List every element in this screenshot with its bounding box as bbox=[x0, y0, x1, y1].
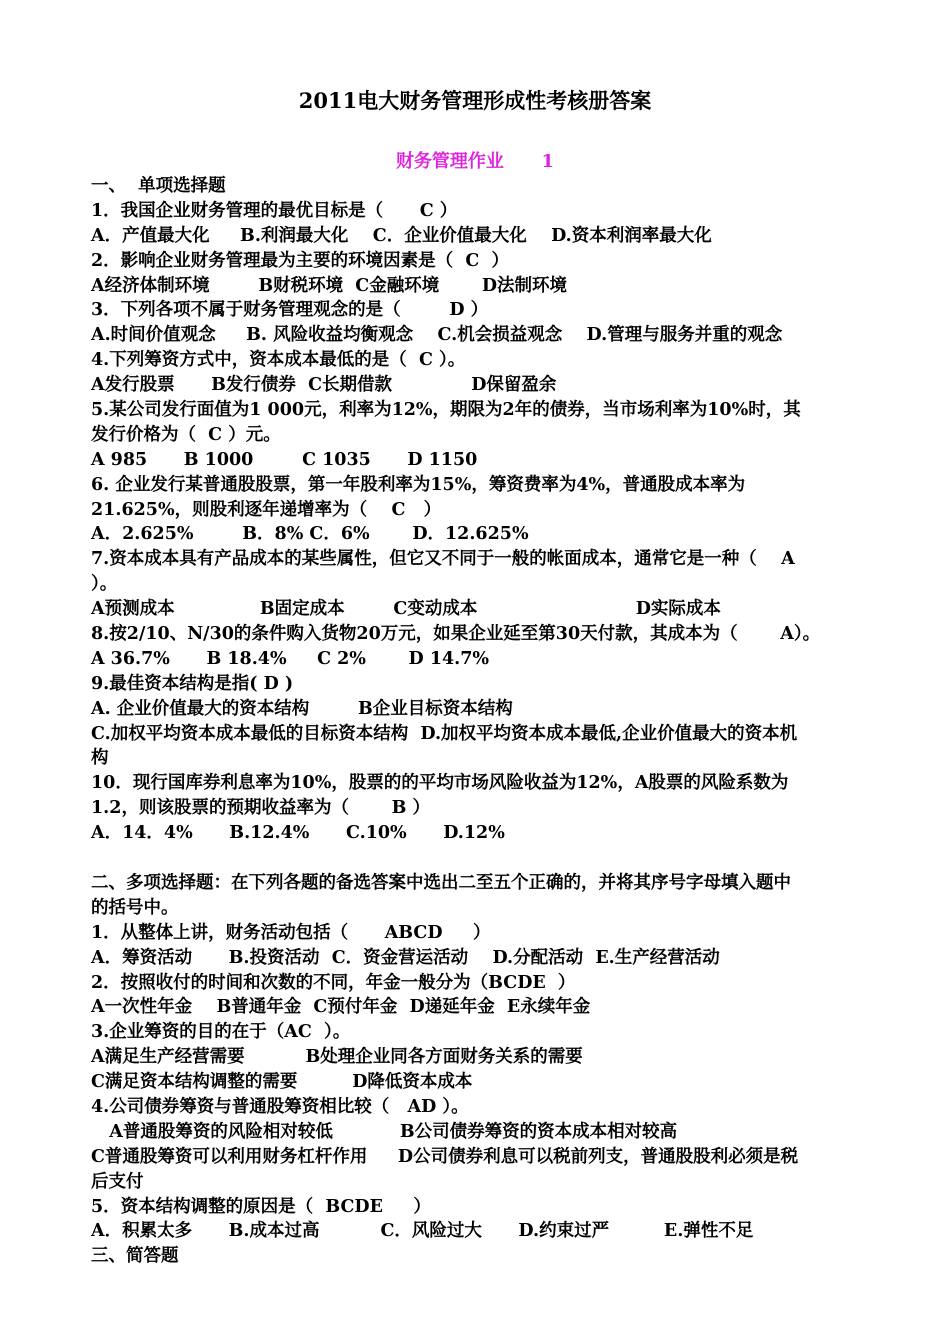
text-line: A．产值最大化 B.利润最大化 C．企业价值最大化 D.资本利润率最大化 bbox=[91, 225, 712, 246]
text-line: 9.最佳资本结构是指( D ) bbox=[91, 673, 294, 694]
text-line: 三、简答题 bbox=[91, 1246, 179, 1267]
text-line: 的括号中。 bbox=[91, 897, 179, 918]
text-line: 一、 单项选择题 bbox=[91, 176, 226, 196]
text-line: 5．资本结构调整的原因是（ BCDE ） bbox=[91, 1196, 431, 1217]
text-line: 3.企业筹资的目的在于（AC ）。 bbox=[91, 1022, 351, 1043]
text-line: A.时间价值观念 B. 风险收益均衡观念 C.机会损益观念 D.管理与服务并重的观念 bbox=[91, 325, 783, 346]
text-line: 10．现行国库券利息率为10%，股票的的平均市场风险收益为12%，A股票的风险系数为 bbox=[91, 773, 789, 794]
text-line: 发行价格为（ C ）元。 bbox=[91, 424, 281, 445]
text-line: 1．从整体上讲，财务活动包括（ ABCD ） bbox=[91, 922, 491, 943]
text-line: A. 企业价值最大的资本结构 B企业目标资本结构 bbox=[91, 698, 513, 719]
text-line: A一次性年金 B普通年金 C预付年金 D递延年金 E永续年金 bbox=[91, 997, 591, 1018]
blank-line bbox=[91, 846, 863, 871]
text-line: A发行股票 B发行债券 C长期借款 D保留盈余 bbox=[91, 375, 557, 396]
text-line: 1.2，则该股票的预期收益率为（ B ） bbox=[91, 798, 430, 819]
text-line: 7.资本成本具有产品成本的某些属性，但它又不同于一般的帐面成本，通常它是一种（ A bbox=[91, 549, 795, 570]
text-line: A普通股筹资的风险相对较低 B公司债券筹资的资本成本相对较高 bbox=[91, 1121, 678, 1142]
text-line: A经济体制环境 B财税环境 C金融环境 D法制环境 bbox=[91, 275, 568, 296]
text-line: A满足生产经营需要 B处理企业同各方面财务关系的需要 bbox=[91, 1047, 583, 1068]
text-line: 后支付 bbox=[91, 1171, 144, 1192]
text-line: 5.某公司发行面值为1 000元，利率为12%，期限为2年的债券，当市场利率为10%时，其 bbox=[91, 400, 801, 421]
text-line: C满足资本结构调整的需要 D降低资本成本 bbox=[91, 1072, 473, 1093]
text-line: A．积累太多 B.成本过高 C．风险过大 D.约束过严 E.弹性不足 bbox=[91, 1221, 754, 1242]
text-line: C.加权平均资本成本最低的目标资本结构 D.加权平均资本成本最低,企业价值最大的资本机 bbox=[91, 723, 798, 744]
text-line: 8.按2/10、N/30的条件购入货物20万元，如果企业延至第30天付款，其成本为（ A）。 bbox=[91, 624, 821, 645]
text-line: 4.下列筹资方式中，资本成本最低的是（ C ）。 bbox=[91, 350, 466, 371]
text-line: 二、多项选择题：在下列各题的备选答案中选出二至五个正确的，并将其序号字母填入题中 bbox=[91, 872, 791, 893]
text-line: C普通股筹资可以利用财务杠杆作用 D公司债券利息可以税前列支，普通股股利必须是税 bbox=[91, 1146, 799, 1167]
text-line: 2．影响企业财务管理最为主要的环境因素是（ C ） bbox=[91, 250, 509, 271]
text-line: A预测成本 B固定成本 C变动成本 D实际成本 bbox=[91, 599, 721, 620]
text-line: 2．按照收付的时间和次数的不同，年金一般分为（BCDE ） bbox=[91, 972, 576, 993]
document-body bbox=[91, 174, 863, 1269]
text-line: A．筹资活动 B.投资活动 C．资金营运活动 D.分配活动 E.生产经营活动 bbox=[91, 947, 720, 968]
text-line: ）。 bbox=[91, 574, 118, 595]
text-line: 1．我国企业财务管理的最优目标是（ C ） bbox=[91, 200, 458, 221]
text-line: 3．下列各项不属于财务管理观念的是（ D ） bbox=[91, 300, 489, 321]
document-title: 2011电大财务管理形成性考核册答案 bbox=[298, 88, 652, 113]
text-line: 构 bbox=[91, 748, 109, 769]
text-line: 4.公司债券筹资与普通股筹资相比较（ AD ）。 bbox=[91, 1096, 469, 1117]
text-line: A．2.625% B．8% C．6% D．12.625% bbox=[91, 524, 529, 545]
text-line: 6. 企业发行某普通股股票，第一年股利率为15%，筹资费率为4%，普通股成本率为 bbox=[91, 474, 746, 495]
text-line: A．14．4% B.12.4% C.10% D.12% bbox=[91, 823, 505, 844]
text-line: 21.625%，则股利逐年递增率为（ C ） bbox=[91, 499, 442, 520]
text-line: A 985 B 1000 C 1035 D 1150 bbox=[91, 449, 478, 470]
text-line: A 36.7% B 18.4% C 2% D 14.7% bbox=[91, 648, 490, 669]
document-subtitle: 财务管理作业 1 bbox=[395, 151, 555, 172]
